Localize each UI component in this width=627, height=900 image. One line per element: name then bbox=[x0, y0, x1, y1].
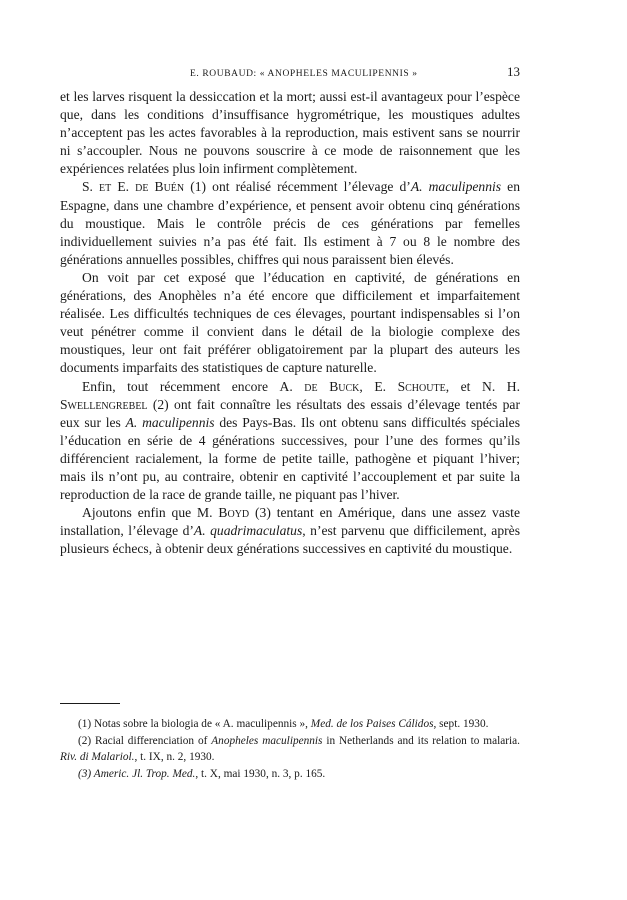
text-run: Enfin, tout récemment encore bbox=[82, 378, 280, 394]
text-run: , n’est parvenu que difficilement, après plusieurs échecs, à obtenir deux générations successives en captivité du moustique. bbox=[60, 523, 520, 557]
paragraph: et les larves risquent la dessiccation et la mort; aussi est-il avantageux pour l’espèce que, dans les conditions d’insuffisance hygrométrique, les moustiques adultes n’acceptent pas les actes favorables à la reproduction, mais estivent sans se nourrir ni s’accoupler. Nous ne pouvons souscrire à ce mode de raisonnement que les expériences relatées plus loin infirment complètement. bbox=[60, 89, 520, 177]
author-name: N. H. Swellengrebel bbox=[60, 378, 520, 412]
text-run: (3) tentant en Amérique, dans une assez vaste installation, l’élevage d’ bbox=[60, 505, 520, 539]
text-run: (2) ont fait connaître les résultats des essais d’élevage tentés par eux sur les bbox=[60, 396, 520, 430]
running-head: E. ROUBAUD: « ANOPHELES MACULIPENNIS » bbox=[190, 69, 418, 79]
paragraph bbox=[60, 378, 520, 505]
page-header bbox=[60, 64, 520, 80]
body-text bbox=[60, 88, 520, 558]
species-name: A. maculipennis bbox=[410, 179, 502, 195]
author-name: S. et E. de Buén bbox=[82, 179, 185, 195]
footnote-rule bbox=[60, 703, 120, 704]
paragraph bbox=[60, 178, 520, 268]
journal-title: Riv. di Malariol. bbox=[60, 751, 135, 763]
species-name: A. maculipennis bbox=[125, 414, 215, 430]
text-run: , t. IX, n. 2, 1930. bbox=[134, 751, 215, 763]
footnote bbox=[60, 733, 520, 766]
text-run: in Netherlands and its relation to malaria. bbox=[322, 734, 520, 747]
text-run: (2) Racial differenciation of bbox=[78, 734, 212, 747]
author-name: A. de Buck bbox=[279, 378, 360, 394]
paragraph bbox=[60, 504, 520, 558]
page-number: 13 bbox=[507, 64, 520, 79]
text-run: (1) Notas sobre la biologia de « A. maculipennis », bbox=[78, 718, 311, 730]
species-name: Anopheles maculipennis bbox=[211, 734, 323, 747]
text-run: , t. X, mai 1930, n. 3, p. 165. bbox=[195, 767, 326, 780]
footnote bbox=[60, 716, 520, 733]
journal-title: Med. de los Paises Cálidos bbox=[310, 718, 434, 730]
journal-title: (3) Americ. Jl. Trop. Med. bbox=[78, 767, 196, 780]
text-run: (1) ont réalisé récemment l’élevage d’ bbox=[184, 179, 411, 195]
footnote bbox=[60, 766, 520, 783]
footnotes bbox=[60, 716, 520, 782]
text-run: Ajoutons enfin que bbox=[82, 505, 198, 521]
text-run: , sept. 1930. bbox=[433, 718, 489, 730]
species-name: A. quadrimaculatus bbox=[193, 523, 303, 539]
text-run: en Espagne, dans une chambre d’expérience, et pensent avoir obtenu cinq générations du moustique. Mais le contrôle précis de ces générations par femelles individuellement suivies n’a pas été fait. Ils estiment à 7 ou 8 le nombre des générations annuelles possibles, chiffres qui nous paraissent bien élevés. bbox=[60, 179, 521, 267]
paragraph: On voit par cet exposé que l’éducation en captivité, de générations en générations, des Anophèles n’a été encore que difficilement et imparfaitement réalisée. Les difficultés techniques de ces élevages, pourtant indispensables si l’on veut pénétrer comme il convient dans le détail de la biologie complexe des moustiques, leur ont fait préférer obligatoirement par la plupart des auteurs les documents imparfaits des statistiques de capture naturelle. bbox=[60, 269, 520, 376]
text-run: , et bbox=[445, 378, 483, 394]
author-name: M. Boyd bbox=[197, 505, 250, 521]
author-name: E. Schoute bbox=[374, 378, 446, 394]
text-run: , bbox=[359, 378, 375, 394]
text-run: des Pays-Bas. Ils ont obtenu sans difficultés spéciales l’éducation en série de 4 générations successives, pour l’une des formes qu’ils différencient racialement, la forme de petite taille, pathogène et piquant l’hiver; mais ils n’ont pu, au contraire, obtenir en captivité l’accouplement et par suite la reproduction de la race de grande taille, ne piquant pas l’hiver. bbox=[60, 414, 521, 503]
